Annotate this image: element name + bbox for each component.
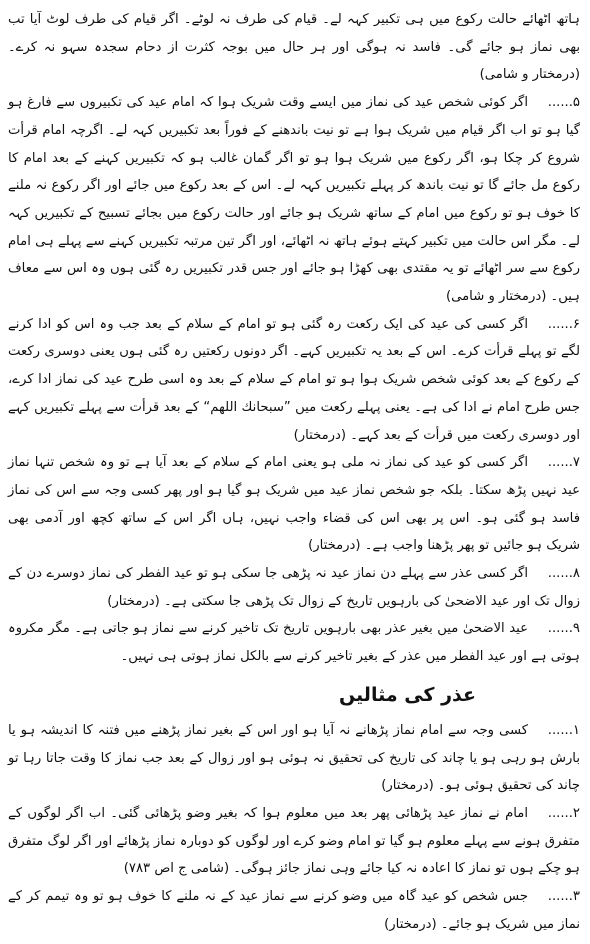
example-paragraph — [8, 883, 580, 938]
paragraph-number: ۶...... — [547, 316, 580, 332]
paragraph-text: ہاتھ اٹھائے حالت رکوع میں ہی تکبیر کہہ لے۔ قیام کی طرف نہ لوٹے۔ اگر قیام کی طرف لوٹ آیا تب بھی نماز ہو جائے گی۔ فاسد نہ ہوگی اور ہر حال میں بوجہ کثرت از دحام سجدہ سہو نہ کرے۔ (درمختار و شامی) — [8, 12, 580, 83]
paragraph-number: ۷...... — [547, 455, 580, 471]
ruling-paragraph — [8, 615, 580, 670]
paragraph-text: امام نے نماز عید پڑھائی پھر بعد میں معلوم ہوا کہ بغیر وضو پڑھائی گئی۔ اب اگر لوگوں کے متفرق ہونے سے پہلے معلوم ہو گیا تو امام وضو کرے اور لوگوں کو دوبارہ نماز پڑھائے اور اگر لوگ متفرق ہو چکے ہوں تو نماز کا اعادہ نہ کیا جائے وہی نماز جائز ہوگی۔ (شامی ج اص ۷۸۳) — [8, 805, 580, 877]
ruling-paragraph — [8, 560, 580, 615]
ruling-paragraph — [8, 311, 580, 450]
paragraph-number: ۳...... — [547, 889, 580, 905]
paragraph-number: ۸...... — [547, 566, 580, 582]
paragraph-text: اگر کوئی شخص عید کی نماز میں ایسے وقت شریک ہوا کہ امام عید کی تکبیروں سے فارغ ہو گیا ہو تو اب اگر قیام میں شریک ہوا ہے تو نیت باندھنے کے فوراً بعد تکبیریں کہہ لے۔ اگرچہ امام قرأت شروع کر چکا ہو، اگر رکوع میں شریک ہوا ہو تو اگر گمان غالب ہو کہ تکبیریں کہنے کے بعد امام کا رکوع مل جائے گا تو نیت باندھ کر پہلے تکبیریں کہہ لے۔ اس کے بعد رکوع میں جائے اور اگر رکوع نہ ملنے کا خوف ہو تو رکوع میں امام کے ساتھ شریک ہو جائے اور حالت رکوع میں بجائے تسبیح کے تکبیریں کہہ لے۔ مگر اس حالت میں تکبیر کہتے ہوئے ہاتھ نہ اٹھائے، اور اگر تین مرتبہ تکبیریں کہنے سے پہلے ہی امام رکوع سے سر اٹھائے تو یہ مقتدی بھی کھڑا ہو جائے اور جس قدر تکبیریں رہ گئی ہوں وہ اس سے معاف ہیں۔ (درمختار و شامی) — [8, 95, 580, 305]
example-paragraph — [8, 717, 580, 800]
paragraph-text: اگر کسی کی عید کی ایک رکعت رہ گئی ہو تو امام کے سلام کے بعد جب وہ اس کو ادا کرنے لگے تو پہلے قرأت کرے۔ اس کے بعد یہ تکبیریں کہے۔ اگر دونوں رکعتیں رہ گئی ہوں یعنی دوسری رکعت کے رکوع کے بعد کوئی شخص شریک ہوا ہو تو امام کے سلام کے بعد وہ اسی طرح عید کی نماز ادا کرے، جس طرح امام نے ادا کی ہے۔ یعنی پہلے رکعت میں ”سبحانك اللھم“ کے بعد قرأت سے پہلے تکبیریں کہے اور دوسری رکعت میں قرأت کے بعد کہے۔ (درمختار) — [8, 316, 580, 443]
paragraph-text: عید الاضحیٰ میں بغیر عذر بھی بارہویں تاریخ تک تاخیر کرنے سے نماز ہو جاتی ہے۔ مگر مکروہ ہوتی ہے اور عید الفطر میں عذر کے بغیر تاخیر کرنے سے بالکل نماز ہوتی ہی نہیں۔ — [8, 621, 580, 665]
paragraph-number: ۵...... — [547, 95, 580, 111]
paragraph-text: جس شخص کو عید گاہ میں وضو کرنے سے نماز عید کے نہ ملنے کا خوف ہو تو وہ تیمم کر کے نماز میں شریک ہو جائے۔ (درمختار) — [8, 889, 580, 932]
paragraph-number: ۱...... — [547, 722, 580, 738]
ruling-paragraph — [8, 6, 580, 89]
section-heading-excuse-examples: عذر کی مثالیں — [338, 683, 476, 706]
paragraph-text: اگر کسی کو عید کی نماز نہ ملی ہو یعنی امام کے سلام کے بعد آیا ہے تو وہ شخص تنہا نماز عید نہیں پڑھ سکتا۔ بلکہ جو شخص نماز عید میں شریک ہو گیا ہو اور پھر کسی وجہ سے اس کی نماز فاسد ہو گئی ہو۔ اس پر بھی اس کی قضاء واجب نہیں، ہاں اگر اس کے ساتھ کچھ اور آدمی بھی شریک ہو جائیں تو پھر پڑھنا واجب ہے۔ (درمختار) — [8, 455, 580, 554]
paragraph-text: اگر کسی عذر سے پہلے دن نماز عید نہ پڑھی جا سکی ہو تو عید الفطر کی نماز دوسرے دن کے زوال تک اور عید الاضحیٰ کی بارہویں تاریخ کے زوال تک پڑھی جا سکتی ہے۔ (درمختار) — [8, 566, 580, 609]
ruling-paragraph — [8, 89, 580, 311]
paragraph-number: ۹...... — [547, 621, 580, 637]
section-rulings — [8, 6, 580, 671]
example-paragraph — [8, 800, 580, 883]
paragraph-text: کسی وجہ سے امام نماز پڑھانے نہ آیا ہو اور اس کے بغیر نماز پڑھنے میں فتنہ کا اندیشہ ہو یا بارش ہو رہی ہو یا چاند کی تاریخ کی تحقیق نہ ہوئی ہو اور زوال کے بعد جب نماز کا وقت جاتا رہا تو چاند کی تحقیق ہوئی ہو۔ (درمختار) — [8, 722, 580, 794]
paragraph-number: ۲...... — [547, 805, 580, 821]
section-examples — [8, 717, 580, 939]
ruling-paragraph — [8, 449, 580, 560]
